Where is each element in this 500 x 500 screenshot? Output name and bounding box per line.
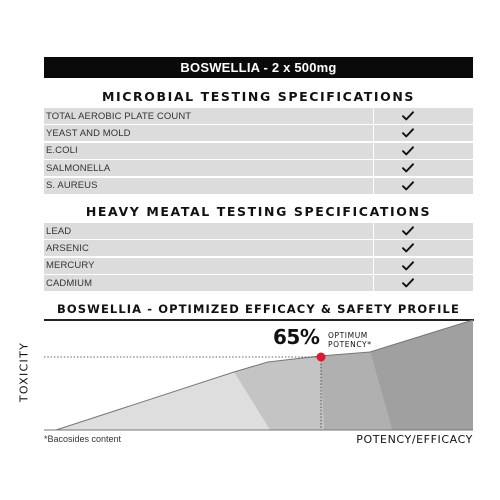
x-axis-label: POTENCY/EFFICACY	[356, 433, 473, 446]
microbial-heading: MICROBIAL TESTING SPECIFICATIONS	[101, 89, 416, 104]
spec-label: E.COLI	[46, 145, 78, 157]
potency-label: OPTIMUM POTENCY*	[328, 331, 372, 349]
optimum-potency-marker	[317, 353, 326, 362]
spec-label: S. AUREUS	[46, 180, 98, 192]
spec-label: LEAD	[46, 225, 72, 237]
spec-label: SALMONELLA	[46, 162, 111, 174]
spec-label: YEAST AND MOLD	[46, 127, 131, 139]
profile-heading: BOSWELLIA - OPTIMIZED EFFICACY & SAFETY PROFILE	[57, 302, 460, 316]
footnote: *Bacosides content	[44, 434, 122, 444]
potency-value: 65%	[273, 325, 320, 349]
profile-band-low	[56, 372, 270, 430]
heavy-metal-heading: HEAVY MEATAL TESTING SPECIFICATIONS	[85, 204, 432, 219]
spec-label: ARSENIC	[46, 242, 89, 254]
y-axis-label: TOXICITY	[17, 341, 31, 403]
spec-label: MERCURY	[46, 260, 95, 272]
product-title-bar: BOSWELLIA - 2 x 500mg	[44, 57, 473, 78]
spec-label: CADMIUM	[46, 277, 93, 289]
spec-label: TOTAL AEROBIC PLATE COUNT	[46, 110, 192, 122]
